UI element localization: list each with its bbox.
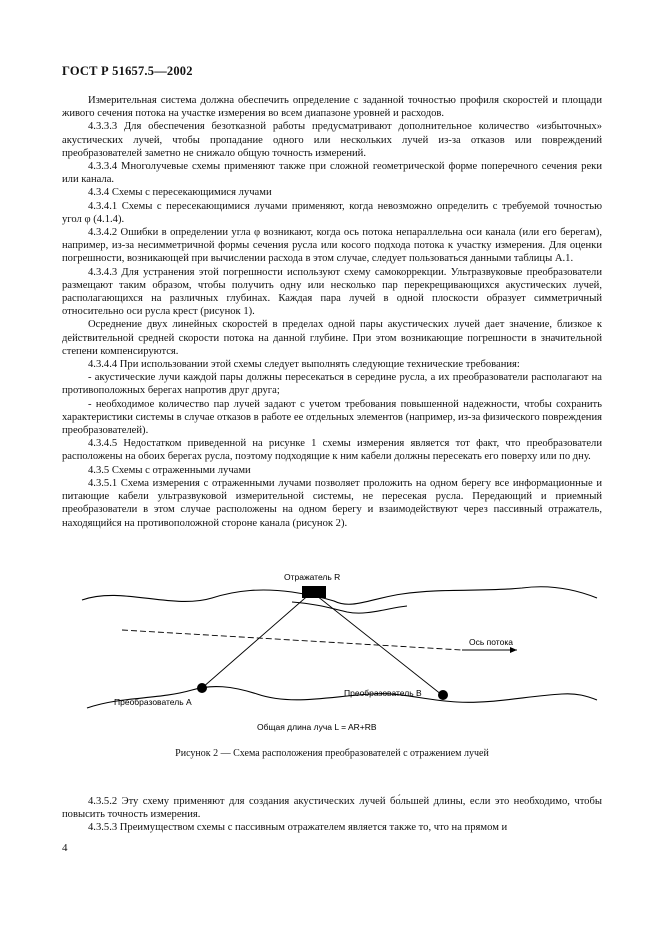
paragraph: 4.3.4.2 Ошибки в определении угла φ возникают, когда ось потока непараллельна оси канала (или его берегам), например, из-за несимметричной формы сечения русла или косого подхода потока к участку измерения. Для оценки погрешности, возникающей при вычислении расхода в этом случае, следует пользоваться данными таблицы А.1. bbox=[62, 227, 602, 265]
section-heading: 4.3.4 Схемы с пересекающимися лучами bbox=[88, 187, 272, 199]
body-text-after-figure bbox=[62, 795, 602, 835]
flow-axis-label: Ось потока bbox=[469, 637, 513, 647]
list-item: - акустические лучи каждой пары должны пересекаться в середине русла, а их преобразователи располагают на противоположных берегах напротив друг друга; bbox=[62, 372, 602, 397]
paragraph: Измерительная система должна обеспечить определение с заданной точностью профиля скоростей и площади живого сечения потока на участке измерения во всем диапазоне уровней и расходов. bbox=[62, 95, 602, 120]
flow-axis-line bbox=[122, 630, 462, 650]
section-heading: 4.3.5 Схемы с отраженными лучами bbox=[88, 464, 251, 476]
figure-caption: Рисунок 2 — Схема расположения преобразователей с отражением лучей bbox=[175, 748, 489, 759]
reflector-label: Отражатель R bbox=[284, 572, 341, 582]
paragraph: 4.3.3.4 Многолучевые схемы применяют также при сложной геометрической форме поперечного сечения реки или канала. bbox=[62, 161, 602, 186]
reflection-scheme-svg bbox=[62, 568, 602, 733]
arrow-head-icon bbox=[510, 647, 517, 653]
paragraph: 4.3.4.4 При использовании этой схемы следует выполнять следующие технические требования: bbox=[88, 359, 520, 371]
transducer-a-label: Преобразователь A bbox=[114, 697, 192, 707]
page-header: ГОСТ Р 51657.5—2002 bbox=[62, 64, 193, 78]
paragraph: 4.3.4.1 Схемы с пересекающимися лучами применяют, когда невозможно определить с требуемой точностью угол φ (4.1.4). bbox=[62, 200, 602, 225]
total-length-label: Общая длина луча L = AR+RB bbox=[257, 722, 377, 732]
transducer-b-dot bbox=[438, 690, 448, 700]
paragraph: Осреднение двух линейных скоростей в пределах одной пары акустических лучей дает значение, близкое к действительной средней скорости потока на данной глубине. При этом возникающие погрешности в значительной степени компенсируются. bbox=[62, 319, 602, 357]
list-item: - необходимое количество пар лучей задают с учетом требования повышенной надежности, чтобы сохранить характеристики системы в случае отказов в работе ее отдельных элементов (например, из-за физического повреждения преобразователей). bbox=[62, 398, 602, 437]
paragraph: 4.3.4.5 Недостатком приведенной на рисунке 1 схемы измерения является тот факт, что преобразователи расположены на обоих берегах русла, поэтому подходящие к ним кабели должны пересекать его поверху или по дну. bbox=[62, 438, 602, 463]
upper-bank-line bbox=[82, 587, 597, 605]
reflector-block bbox=[302, 586, 326, 598]
body-text bbox=[62, 94, 602, 530]
paragraph: 4.3.5.3 Преимуществом схемы с пассивным отражателем является также то, что на прямом и bbox=[88, 822, 508, 834]
transducer-b-label: Преобразователь B bbox=[344, 688, 422, 698]
paragraph: 4.3.3.3 Для обеспечения безотказной работы предусматривают дополнительное количество «избыточных» акустических лучей, чтобы пропадание одного или нескольких лучей из-за отказов или повреждений преобразователей заметно не снижало общую точность измерений. bbox=[62, 121, 602, 159]
paragraph: 4.3.4.3 Для устранения этой погрешности используют схему самокоррекции. Ультразвуковые преобразователи размещают таким образом, чтобы получить одну или несколько пар перекрещивающихся акустических лучей, располагающихся на различных глубинах. Каждая пара лучей в одной плоскости образует симметричный относительно оси русла крест (рисунок 1). bbox=[62, 266, 602, 318]
paragraph: 4.3.5.2 Эту схему применяют для создания акустических лучей бо́льшей длины, если это необходимо, чтобы повысить точность измерения. bbox=[62, 796, 602, 821]
page-number: 4 bbox=[62, 842, 68, 854]
figure-2-diagram bbox=[62, 568, 602, 733]
beam-rb bbox=[312, 592, 442, 695]
paragraph: 4.3.5.1 Схема измерения с отраженными лучами позволяет проложить на одном берегу все информационные и питающие кабели ультразвуковой измерительной системы, не пересекая русла. Передающий и приемный преобразователи в этом случае расположены на одном берегу и взаимодействуют через пассивный отражатель, находящийся на противоположной стороне канала (рисунок 2). bbox=[62, 477, 602, 529]
upper-bank-line-inner bbox=[292, 602, 407, 613]
transducer-a-dot bbox=[197, 683, 207, 693]
